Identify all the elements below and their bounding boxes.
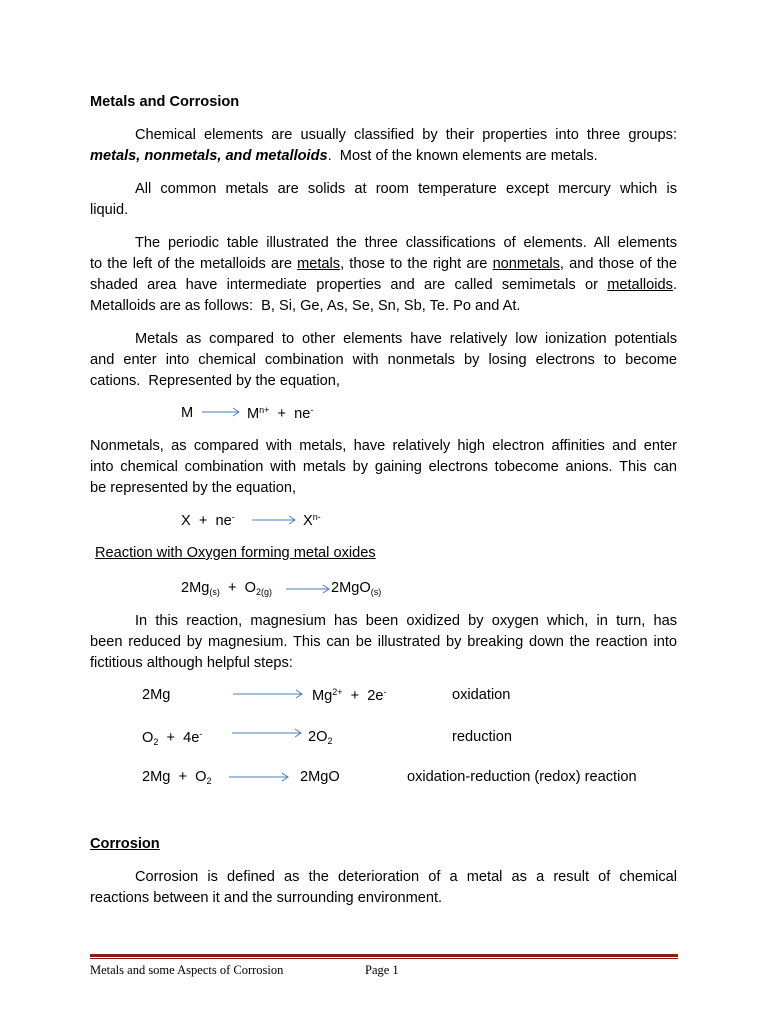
text-segment: to the left of the metalloids are — [90, 256, 298, 272]
section-subheading: Reaction with Oxygen forming metal oxides — [95, 545, 376, 561]
equation-1-left: M — [181, 405, 194, 421]
step-2-left — [142, 729, 202, 747]
superscript: 2+ — [332, 687, 343, 697]
subscript: (s) — [209, 587, 220, 597]
footer-page-number: Page 1 — [365, 963, 399, 977]
paragraph-6-line-2: been reduced by magnesium. This can be illustrated by breaking down the reaction into — [90, 634, 677, 650]
text-segment: X — [303, 513, 313, 529]
arrow-icon — [252, 514, 296, 526]
superscript: n- — [312, 512, 321, 522]
paragraph-5-line-1: Nonmetals, as compared with metals, have relatively high electron affinities and enter — [90, 438, 677, 454]
footer-rule — [90, 958, 678, 959]
equation-2-left — [181, 512, 235, 529]
text-segment: + O — [219, 580, 256, 596]
text-segment: . — [672, 277, 677, 293]
paragraph-5-line-2: into chemical combination with metals by gaining electrons tobecome anions. This can — [90, 459, 677, 475]
superscript: - — [310, 405, 314, 415]
step-1-left: 2Mg — [142, 687, 171, 703]
text-segment: 2MgO — [331, 580, 371, 596]
paragraph-6-line-1: In this reaction, magnesium has been oxidized by oxygen which, in turn, has — [135, 613, 677, 629]
text-segment: Mg — [312, 688, 333, 704]
equation-2-right — [303, 512, 321, 529]
superscript: n+ — [259, 405, 270, 415]
paragraph-4-line-2: and enter into chemical combination with nonmetals by losing electrons to become — [90, 352, 677, 368]
paragraph-4-line-1: Metals as compared to other elements have relatively low ionization potentials — [135, 331, 677, 347]
text-segment: O — [142, 730, 154, 746]
step-2-label: reduction — [452, 729, 513, 745]
paragraph-3-line-3 — [90, 277, 677, 293]
text-segment: + 4e — [158, 730, 200, 746]
term-metals: metals — [297, 256, 341, 272]
term-nonmetals: nonmetals — [492, 256, 560, 272]
superscript: - — [199, 729, 203, 739]
step-2-right — [308, 729, 332, 746]
term-metalloids: metalloids — [607, 277, 673, 293]
paragraph-1-line-2-rest: . Most of the known elements are metals. — [327, 148, 598, 164]
text-segment: X + ne — [181, 513, 232, 529]
text-segment: , and those of the — [559, 256, 677, 272]
page-title: Metals and Corrosion — [90, 94, 240, 110]
footer-title: Metals and some Aspects of Corrosion — [90, 963, 284, 977]
text-segment: 2Mg + O — [142, 769, 207, 785]
text-segment: + 2e — [342, 688, 384, 704]
paragraph-3-line-2 — [90, 256, 677, 272]
arrow-icon — [233, 688, 303, 700]
paragraph-2-line-2: liquid. — [90, 202, 129, 218]
arrow-icon — [232, 727, 302, 739]
paragraph-7-line-2: reactions between it and the surrounding environment. — [90, 890, 443, 906]
paragraph-6-line-3: fictitious although helpful steps: — [90, 655, 293, 671]
text-segment: + ne — [277, 406, 311, 422]
subscript: 2 — [206, 776, 212, 786]
subscript: 2 — [153, 737, 159, 747]
arrow-icon — [286, 583, 330, 595]
step-1-label: oxidation — [452, 687, 511, 703]
paragraph-3-line-1: The periodic table illustrated the three classifications of elements. All elements — [135, 235, 677, 251]
subscript: (s) — [370, 587, 382, 597]
paragraph-3-line-4: Metalloids are as follows: B, Si, Ge, As, Se, Sn, Sb, Te. Po and At. — [90, 298, 521, 314]
paragraph-5-line-3: be represented by the equation, — [90, 480, 297, 496]
subscript: 2 — [327, 736, 333, 746]
paragraph-1-line-2 — [90, 148, 598, 164]
paragraph-4-line-3: cations. Represented by the equation, — [90, 373, 340, 389]
text-segment: M — [247, 406, 260, 422]
footer-rule — [90, 954, 678, 957]
text-segment: 2Mg — [181, 580, 210, 596]
step-3-right: 2MgO — [300, 769, 340, 785]
text-segment: , those to the right are — [340, 256, 493, 272]
paragraph-2-line-1: All common metals are solids at room temperature except mercury which is — [135, 181, 677, 197]
step-3-left — [142, 769, 212, 786]
equation-3-right — [331, 580, 381, 597]
subscript: 2(g) — [255, 587, 272, 597]
arrow-icon — [229, 771, 289, 783]
text-segment: shaded area have intermediate properties and are called semimetals or — [90, 277, 608, 293]
step-3-label: oxidation-reduction (redox) reaction — [407, 769, 637, 785]
superscript: - — [231, 512, 235, 522]
paragraph-7-line-1: Corrosion is defined as the deterioration of a metal as a result of chemical — [135, 869, 677, 885]
arrow-icon — [202, 406, 240, 418]
equation-1-right — [247, 405, 313, 422]
equation-3-left — [181, 580, 272, 597]
step-1-right — [312, 687, 387, 704]
corrosion-heading: Corrosion — [90, 836, 160, 852]
superscript: - — [383, 687, 387, 697]
emphasis-three-groups: metals, nonmetals, and metalloids — [90, 148, 328, 164]
paragraph-1-line-1: Chemical elements are usually classified by their properties into three groups: — [135, 127, 677, 143]
text-segment: 2O — [308, 729, 328, 745]
